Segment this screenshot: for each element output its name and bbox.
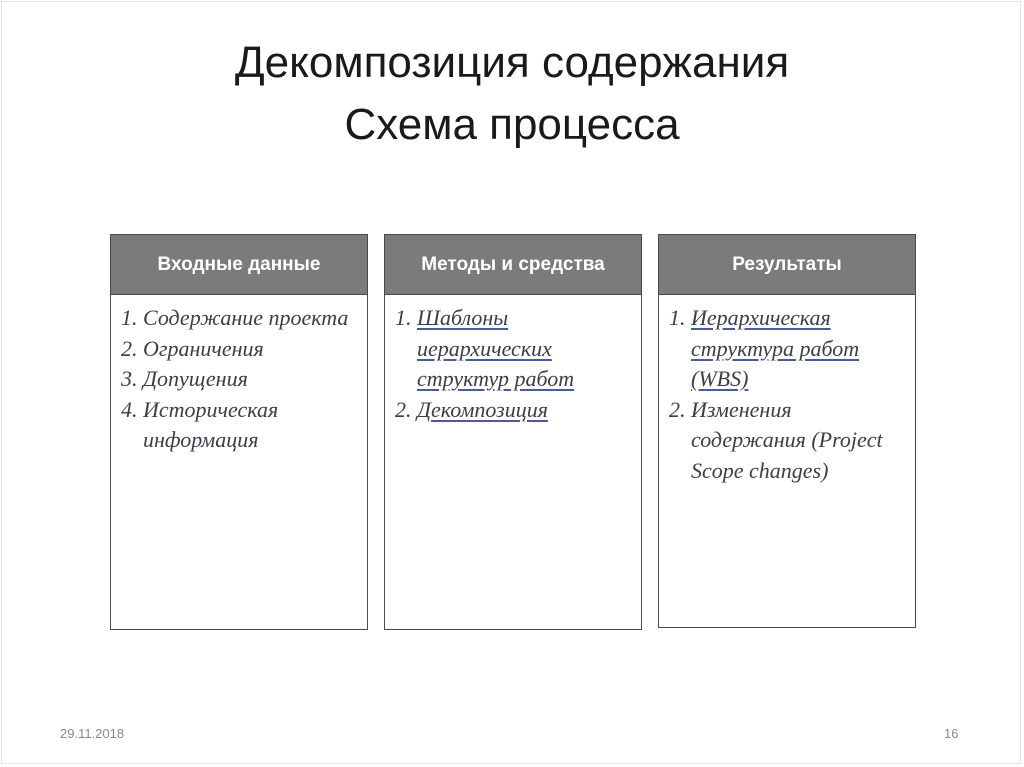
list-item <box>121 395 359 456</box>
list-item-link[interactable]: Декомпозиция <box>417 396 548 422</box>
list-item <box>121 334 359 365</box>
list-item <box>669 303 907 395</box>
panel-results-list <box>659 295 915 486</box>
panel-methods <box>384 234 642 630</box>
list-item-text: Ограничения <box>143 335 264 361</box>
list-item-number: 4. <box>121 396 138 422</box>
list-item-number: 2. <box>121 335 138 361</box>
list-item-text: Историческая информация <box>143 396 279 452</box>
list-item-number: 1. <box>121 305 138 330</box>
list-item-text: Содержание проекта <box>143 305 349 330</box>
list-item-link[interactable]: Иерархическая структура работ (WBS) <box>691 305 860 391</box>
panel-methods-list <box>385 295 641 425</box>
list-item-text: Допущения <box>143 366 248 391</box>
panel-results <box>658 234 916 628</box>
slide-title-line-1: Декомпозиция содержания <box>234 38 790 87</box>
list-item <box>121 303 359 334</box>
list-item-number: 2. <box>395 396 412 422</box>
list-item-number: 1. <box>395 305 412 330</box>
list-item-number: 1. <box>669 305 686 330</box>
list-item <box>121 364 359 395</box>
panel-results-header: Результаты <box>659 235 915 295</box>
list-item <box>395 303 633 395</box>
panel-inputs-header: Входные данные <box>111 235 367 295</box>
list-item-number: 3. <box>121 366 138 391</box>
panel-inputs-list <box>111 295 367 456</box>
panel-inputs <box>110 234 368 630</box>
list-item <box>669 395 907 487</box>
footer-date: 29.11.2018 <box>60 726 125 741</box>
panel-methods-header: Методы и средства <box>385 235 641 295</box>
list-item-link[interactable]: Шаблоны иерархических структур работ <box>417 305 575 391</box>
list-item-text: Изменения содержания (Project Scope changes) <box>691 396 883 483</box>
list-item <box>395 395 633 426</box>
footer-page-number: 16 <box>944 726 959 741</box>
slide-title <box>0 32 1024 156</box>
slide-title-line-2: Схема процесса <box>344 100 680 149</box>
list-item-number: 2. <box>669 396 686 422</box>
